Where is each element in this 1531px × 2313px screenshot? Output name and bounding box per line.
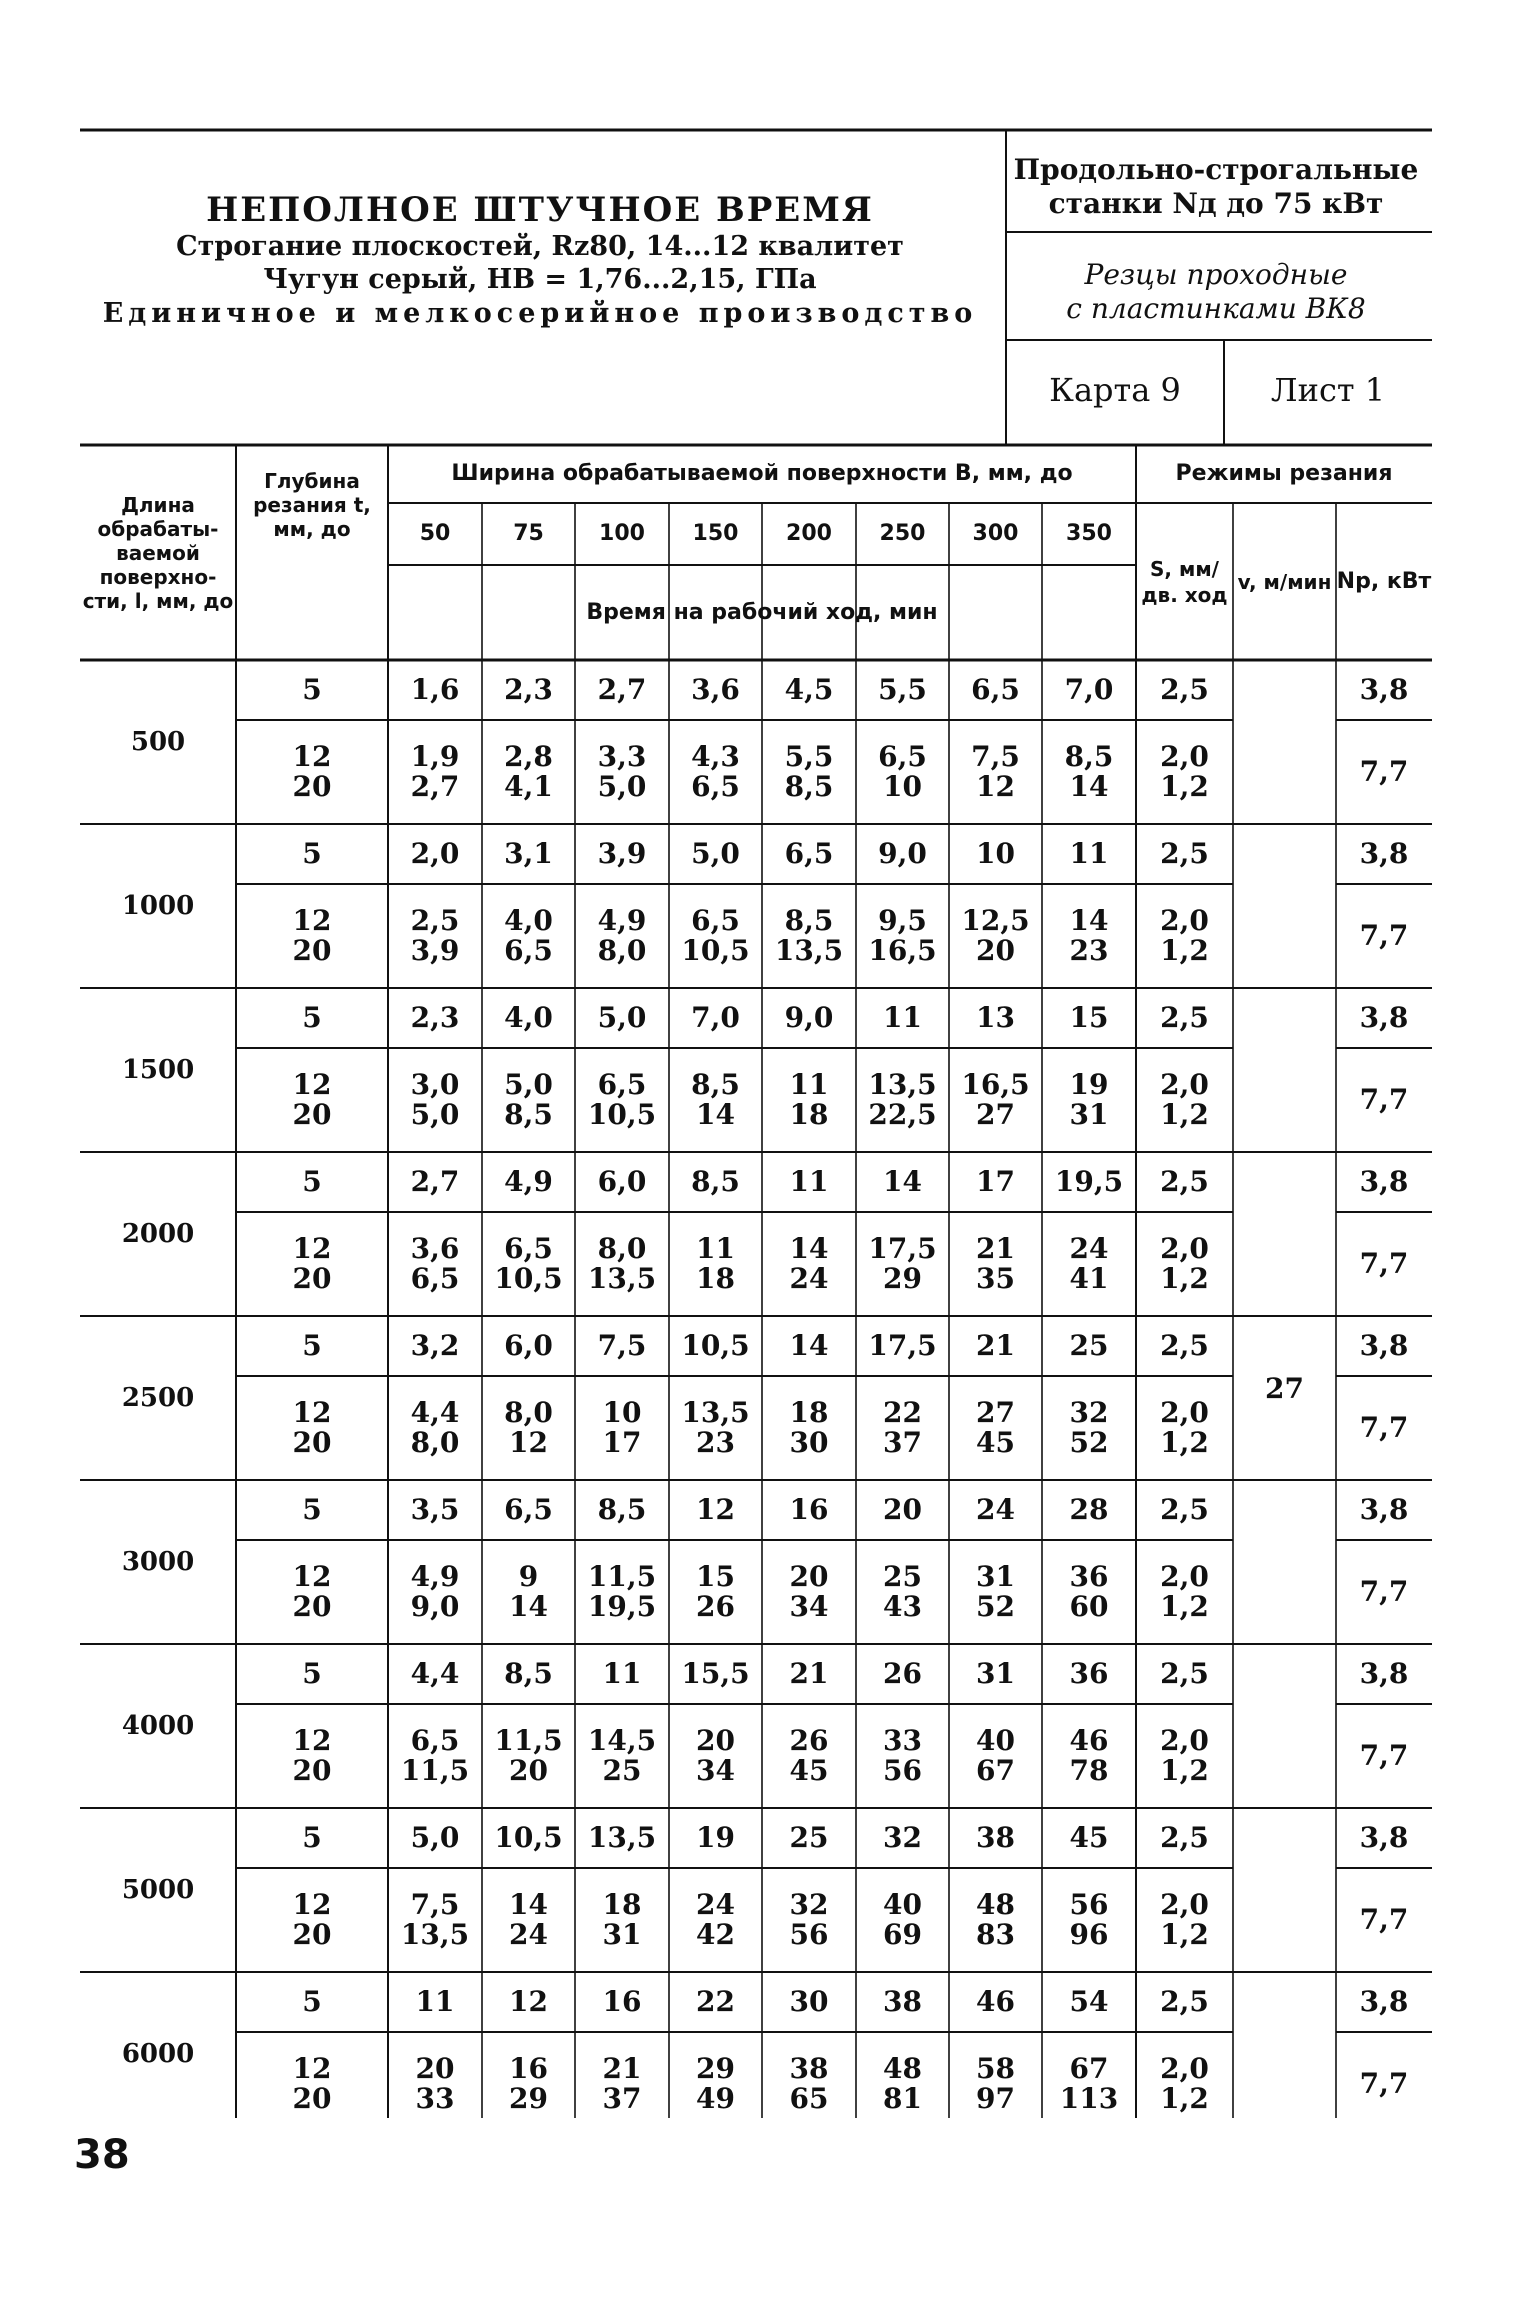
time-value: 14,5 25 (587, 1724, 657, 1787)
time-value: 4,5 (784, 673, 834, 706)
time-value: 14 (789, 1329, 829, 1362)
width-header-350: 350 (1066, 521, 1112, 546)
time-value: 3,6 6,5 (410, 1232, 460, 1295)
page-number: 38 (74, 2132, 130, 2178)
power-value: 7,7 (1359, 1575, 1409, 1608)
time-value: 25 (789, 1821, 829, 1854)
feed-value: 2,0 1,2 (1160, 1888, 1209, 1951)
time-value: 67 113 (1059, 2052, 1119, 2115)
time-value: 26 45 (789, 1724, 829, 1787)
time-value: 6,5 10 (878, 740, 927, 803)
time-value: 6,5 (971, 673, 1020, 706)
time-value: 4,3 6,5 (691, 740, 740, 803)
depth-value: 5 (302, 1001, 322, 1034)
time-value: 11 (789, 1165, 829, 1198)
feed-value: 2,5 (1160, 1821, 1209, 1854)
length-value: 3000 (121, 1547, 195, 1577)
power-value: 3,8 (1359, 1493, 1409, 1526)
time-value: 5,5 8,5 (784, 740, 834, 803)
time-value: 2,7 (597, 673, 647, 706)
time-value: 17 (976, 1165, 1015, 1198)
time-value: 16 29 (509, 2052, 548, 2115)
power-value: 3,8 (1359, 1329, 1409, 1362)
feed-value: 2,0 1,2 (1160, 740, 1209, 803)
length-value: 1000 (121, 891, 195, 921)
time-value: 9,0 (878, 837, 927, 870)
time-value: 5,0 (597, 1001, 647, 1034)
width-header-200: 200 (786, 521, 832, 546)
power-value: 7,7 (1359, 919, 1409, 952)
time-value: 11,5 19,5 (587, 1560, 657, 1623)
time-value: 32 (883, 1821, 922, 1854)
depth-value: 12 20 (292, 904, 332, 967)
width-group-header: Ширина обрабатываемой поверхности B, мм, до (451, 461, 1073, 486)
width-header-75: 75 (513, 521, 544, 546)
time-value: 6,5 10,5 (587, 1068, 657, 1131)
power-value: 3,8 (1359, 673, 1409, 706)
time-value: 7,5 12 (971, 740, 1020, 803)
time-value: 10,5 (494, 1821, 563, 1854)
time-value: 46 (976, 1985, 1015, 2018)
length-value: 5000 (121, 1875, 195, 1905)
time-value: 4,4 8,0 (410, 1396, 460, 1459)
time-value: 3,3 5,0 (597, 740, 647, 803)
feed-value: 2,0 1,2 (1160, 1560, 1209, 1623)
length-value: 4000 (121, 1711, 195, 1741)
depth-value: 12 20 (292, 1724, 332, 1787)
time-value: 8,5 13,5 (774, 904, 844, 967)
length-value: 1500 (121, 1055, 195, 1085)
depth-value: 12 20 (292, 2052, 332, 2115)
depth-value: 5 (302, 1165, 322, 1198)
time-value: 54 (1069, 1985, 1109, 2018)
time-value: 45 (1069, 1821, 1109, 1854)
time-value: 7,0 (691, 1001, 740, 1034)
time-value: 4,9 9,0 (410, 1560, 460, 1623)
time-value: 2,3 (504, 673, 553, 706)
time-value: 36 60 (1069, 1560, 1109, 1623)
time-value: 22 37 (883, 1396, 922, 1459)
feed-header: S, мм/дв. ход (1141, 556, 1228, 607)
time-value: 4,0 6,5 (504, 904, 553, 967)
time-value: 16 (602, 1985, 642, 2018)
time-value: 11 (1069, 837, 1109, 870)
time-value: 8,5 (691, 1165, 740, 1198)
power-value: 7,7 (1359, 1739, 1409, 1772)
time-value: 9,5 16,5 (868, 904, 937, 967)
time-value: 16,5 27 (961, 1068, 1030, 1131)
time-value: 10 (976, 837, 1015, 870)
time-value: 10,5 (681, 1329, 750, 1362)
time-value: 15 (1069, 1001, 1109, 1034)
time-value: 2,0 (410, 837, 460, 870)
time-value: 58 97 (976, 2052, 1015, 2115)
time-value: 17,5 29 (868, 1232, 937, 1295)
time-value: 21 (789, 1657, 829, 1690)
time-value: 15 26 (696, 1560, 735, 1623)
power-value: 3,8 (1359, 1165, 1409, 1198)
time-value: 19 (696, 1821, 735, 1854)
time-value: 6,0 (504, 1329, 553, 1362)
feed-value: 2,0 1,2 (1160, 1232, 1209, 1295)
time-value: 20 33 (415, 2052, 455, 2115)
time-value: 12 (696, 1493, 735, 1526)
power-value: 3,8 (1359, 837, 1409, 870)
power-value: 7,7 (1359, 1083, 1409, 1116)
depth-value: 12 20 (292, 1888, 332, 1951)
time-value: 3,0 5,0 (410, 1068, 460, 1131)
time-value: 38 (976, 1821, 1015, 1854)
time-value: 4,9 8,0 (597, 904, 647, 967)
time-value: 2,5 3,9 (410, 904, 460, 967)
time-value: 17,5 (868, 1329, 937, 1362)
time-value: 11 18 (789, 1068, 829, 1131)
depth-value: 12 20 (292, 1396, 332, 1459)
feed-value: 2,5 (1160, 837, 1209, 870)
time-value: 9,0 (784, 1001, 834, 1034)
time-value: 18 30 (789, 1396, 829, 1459)
tool-line-2: с пластинками ВК8 (1066, 292, 1366, 325)
time-value: 21 35 (976, 1232, 1015, 1295)
depth-value: 12 20 (292, 1232, 332, 1295)
time-value: 5,5 (878, 673, 927, 706)
feed-value: 2,0 1,2 (1160, 1724, 1209, 1787)
modes-header: Режимы резания (1175, 461, 1393, 486)
time-value: 25 (1069, 1329, 1109, 1362)
time-value: 28 (1069, 1493, 1109, 1526)
length-value: 6000 (121, 2039, 195, 2069)
power-header: Nр, кВт (1336, 568, 1432, 594)
time-value: 29 49 (696, 2052, 735, 2115)
depth-value: 12 20 (292, 1068, 332, 1131)
time-value: 14 24 (509, 1888, 548, 1951)
power-value: 3,8 (1359, 1001, 1409, 1034)
time-value: 40 67 (976, 1724, 1015, 1787)
page-title: НЕПОЛНОЕ ШТУЧНОЕ ВРЕМЯ (206, 190, 874, 230)
time-value: 3,2 (410, 1329, 460, 1362)
time-value: 56 96 (1069, 1888, 1109, 1951)
time-value: 31 (976, 1657, 1015, 1690)
time-value: 20 (883, 1493, 922, 1526)
machine-line-2: станки Nд до 75 кВт (1048, 187, 1384, 220)
time-value: 7,5 13,5 (400, 1888, 470, 1951)
feed-value: 2,0 1,2 (1160, 2052, 1209, 2115)
time-value: 30 (789, 1985, 829, 2018)
time-value: 19 31 (1069, 1068, 1109, 1131)
time-value: 38 65 (789, 2052, 829, 2115)
width-header-50: 50 (419, 521, 451, 546)
length-column-header: Длина обрабаты-ваемой поверхно-сти, l, мм, до (82, 492, 234, 613)
width-header-300: 300 (972, 521, 1019, 546)
feed-value: 2,0 1,2 (1160, 1396, 1209, 1459)
time-value: 18 31 (602, 1888, 642, 1951)
time-value: 1,9 2,7 (410, 740, 460, 803)
depth-column-header: Глубина резания t, мм, до (253, 469, 371, 541)
width-header-100: 100 (599, 521, 645, 546)
power-value: 7,7 (1359, 1411, 1409, 1444)
time-value: 21 37 (602, 2052, 642, 2115)
depth-value: 5 (302, 1985, 322, 2018)
tool-line-1: Резцы проходные (1084, 258, 1348, 291)
time-value: 4,4 (410, 1657, 460, 1690)
production-type: Единичное и мелкосерийное производство (102, 298, 978, 329)
time-value: 31 52 (976, 1560, 1015, 1623)
time-value: 21 (976, 1329, 1015, 1362)
time-value: 15,5 (681, 1657, 750, 1690)
feed-value: 2,5 (1160, 1657, 1209, 1690)
time-value: 24 42 (696, 1888, 735, 1951)
time-value: 46 78 (1069, 1724, 1109, 1787)
time-value: 9 14 (509, 1560, 548, 1623)
time-value: 13,5 23 (681, 1396, 750, 1459)
time-value: 8,5 14 (1064, 740, 1114, 803)
power-value: 3,8 (1359, 1985, 1409, 2018)
time-value: 7,0 (1064, 673, 1114, 706)
power-value: 7,7 (1359, 2067, 1409, 2100)
time-value: 8,0 12 (504, 1396, 553, 1459)
time-value: 3,1 (504, 837, 553, 870)
time-value: 13,5 (587, 1821, 657, 1854)
length-value: 500 (130, 727, 186, 757)
time-value: 33 56 (883, 1724, 922, 1787)
time-value: 4,0 (504, 1001, 553, 1034)
time-value: 14 24 (789, 1232, 829, 1295)
depth-value: 5 (302, 673, 322, 706)
time-value: 22 (696, 1985, 735, 2018)
time-value: 10 17 (602, 1396, 642, 1459)
speed-header: v, м/мин (1237, 569, 1332, 594)
feed-value: 2,5 (1160, 1493, 1209, 1526)
time-value: 3,9 (597, 837, 647, 870)
time-value: 13 (976, 1001, 1015, 1034)
time-value: 6,0 (597, 1165, 647, 1198)
time-value: 6,5 10,5 (494, 1232, 563, 1295)
time-value: 26 (883, 1657, 922, 1690)
power-value: 7,7 (1359, 1247, 1409, 1280)
time-value: 2,7 (410, 1165, 460, 1198)
time-value: 11 (602, 1657, 642, 1690)
time-value: 6,5 (784, 837, 834, 870)
depth-value: 5 (302, 1493, 322, 1526)
time-value: 8,0 13,5 (587, 1232, 657, 1295)
time-value: 27 45 (976, 1396, 1015, 1459)
time-value: 3,5 (410, 1493, 460, 1526)
feed-value: 2,0 1,2 (1160, 904, 1209, 967)
power-value: 3,8 (1359, 1821, 1409, 1854)
time-value: 5,0 (410, 1821, 460, 1854)
time-value: 12,5 20 (961, 904, 1030, 967)
depth-value: 5 (302, 1329, 322, 1362)
time-value: 32 56 (789, 1888, 829, 1951)
time-value: 8,5 (504, 1657, 553, 1690)
time-value: 24 41 (1069, 1232, 1109, 1295)
time-value: 20 34 (696, 1724, 735, 1787)
time-value: 4,9 (504, 1165, 553, 1198)
time-value: 8,5 (597, 1493, 647, 1526)
time-value: 14 (883, 1165, 922, 1198)
time-value: 8,5 14 (691, 1068, 740, 1131)
time-value: 11,5 20 (494, 1724, 563, 1787)
feed-value: 2,5 (1160, 673, 1209, 706)
time-value: 24 (976, 1493, 1015, 1526)
time-value: 40 69 (883, 1888, 922, 1951)
power-value: 7,7 (1359, 1903, 1409, 1936)
width-header-250: 250 (879, 521, 926, 546)
length-value: 2000 (121, 1219, 195, 1249)
time-value: 12 (509, 1985, 548, 2018)
feed-value: 2,0 1,2 (1160, 1068, 1209, 1131)
time-value: 20 34 (789, 1560, 829, 1623)
time-value: 16 (789, 1493, 829, 1526)
power-value: 3,8 (1359, 1657, 1409, 1690)
operation-line: Строгание плоскостей, Rz80, 14...12 квалитет (176, 231, 904, 262)
time-value: 48 83 (976, 1888, 1015, 1951)
depth-value: 12 20 (292, 1560, 332, 1623)
time-header: Время на рабочий ход, мин (586, 599, 938, 625)
width-header-150: 150 (692, 521, 739, 546)
depth-value: 5 (302, 1657, 322, 1690)
time-value: 3,6 (691, 673, 740, 706)
time-value: 19,5 (1054, 1165, 1124, 1198)
time-value: 32 52 (1069, 1396, 1109, 1459)
depth-value: 5 (302, 837, 322, 870)
time-value: 7,5 (597, 1329, 647, 1362)
time-value: 2,8 4,1 (504, 740, 553, 803)
sheet-number: Лист 1 (1270, 371, 1386, 409)
time-value: 5,0 8,5 (504, 1068, 553, 1131)
material-line: Чугун серый, НВ = 1,76...2,15, ГПа (263, 264, 817, 295)
card-number: Карта 9 (1049, 371, 1181, 409)
time-value: 11 (883, 1001, 922, 1034)
depth-value: 12 20 (292, 740, 332, 803)
time-value: 6,5 11,5 (400, 1724, 470, 1787)
time-value: 6,5 10,5 (681, 904, 750, 967)
feed-value: 2,5 (1160, 1165, 1209, 1198)
depth-value: 5 (302, 1821, 322, 1854)
feed-value: 2,5 (1160, 1329, 1209, 1362)
time-value: 11 (415, 1985, 455, 2018)
time-value: 14 23 (1069, 904, 1109, 967)
time-value: 5,0 (691, 837, 740, 870)
power-value: 7,7 (1359, 755, 1409, 788)
time-value: 13,5 22,5 (868, 1068, 937, 1131)
speed-value: 27 (1265, 1372, 1304, 1405)
time-value: 6,5 (504, 1493, 553, 1526)
time-value: 36 (1069, 1657, 1109, 1690)
time-value: 1,6 (410, 673, 460, 706)
time-value: 2,3 (410, 1001, 460, 1034)
time-value: 25 43 (883, 1560, 922, 1623)
feed-value: 2,5 (1160, 1985, 1209, 2018)
time-value: 38 (883, 1985, 922, 2018)
feed-value: 2,5 (1160, 1001, 1209, 1034)
time-value: 48 81 (883, 2052, 922, 2115)
time-value: 11 18 (696, 1232, 735, 1295)
machine-line-1: Продольно-строгальные (1013, 153, 1419, 186)
length-value: 2500 (121, 1383, 195, 1413)
